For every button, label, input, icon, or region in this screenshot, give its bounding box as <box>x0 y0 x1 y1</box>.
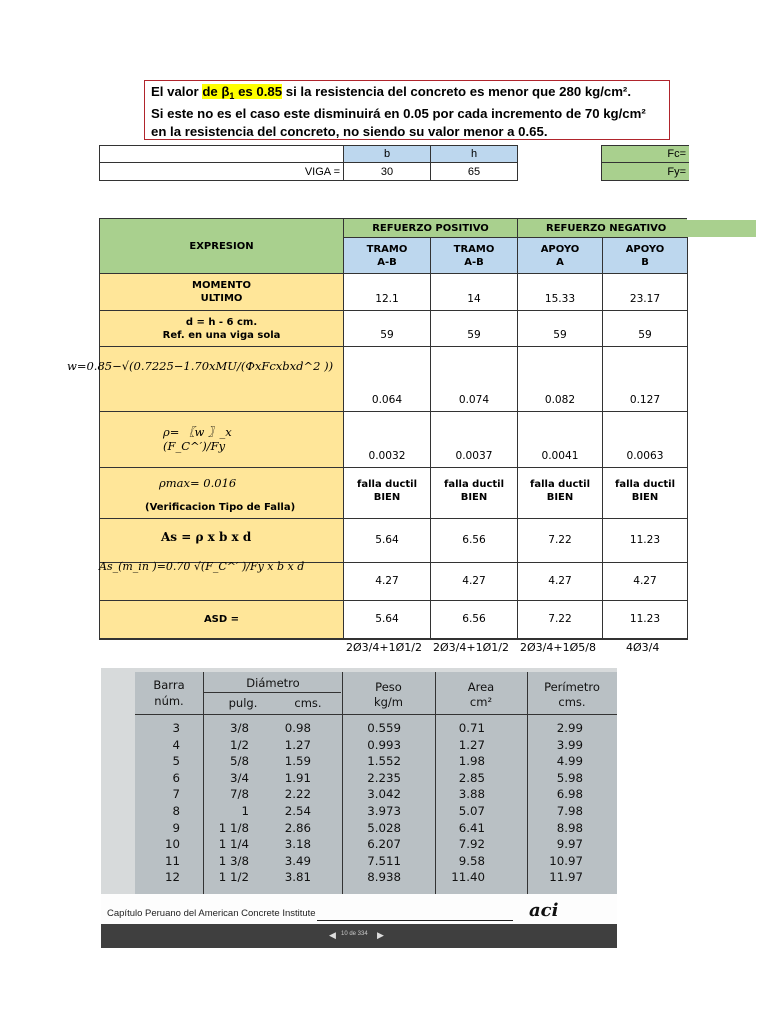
formula-w: w=0.85−√(0.7225−1.70xMU/(ФxFcxbxd^2 )) <box>67 359 334 373</box>
col-header-apoyo-a[interactable]: APOYO A <box>517 237 603 274</box>
rebar-area-0: 0.71 <box>458 721 485 735</box>
viga-label[interactable]: VIGA = <box>99 162 344 181</box>
rebar-perim-8: 10.97 <box>549 853 583 868</box>
cell-momento-2[interactable]: 14 <box>430 273 518 311</box>
cell-as-3[interactable]: 7.22 <box>517 518 603 563</box>
rebar-perim-6: 8.98 <box>556 820 583 835</box>
col-header-tramo-ab-2[interactable]: TRAMO A-B <box>430 237 518 274</box>
header-area: Area <box>467 680 495 694</box>
fc-label[interactable]: Fc= <box>601 145 689 163</box>
rebar-properties-scan <box>101 668 617 948</box>
rebar-cm-7: 3.18 <box>284 837 311 852</box>
rebar-pulg-4: 7/8 <box>230 787 249 802</box>
rebar-area-6: 6.41 <box>458 820 485 835</box>
cell-momento-4[interactable]: 23.17 <box>602 273 688 311</box>
negative-header-overflow <box>687 220 756 237</box>
aci-caption: Capítulo Peruano del American Concrete Institute <box>107 908 316 919</box>
rebar-area-9: 11.40 <box>451 870 485 885</box>
rebar-peso-1: 0.993 <box>367 737 401 752</box>
cell-w-3[interactable]: 0.082 <box>517 346 603 412</box>
rebar-peso-2: 1.552 <box>367 754 401 769</box>
rebar-pulg-6: 1 1/8 <box>218 820 249 835</box>
row-label-momento[interactable]: MOMENTO ULTIMO <box>99 273 344 311</box>
cell-rho-3[interactable]: 0.0041 <box>517 411 603 468</box>
cell-as-1[interactable]: 5.64 <box>343 518 431 563</box>
cell-asmin-2[interactable]: 4.27 <box>430 562 518 601</box>
header-cms-perimetro: cms. <box>558 695 586 709</box>
rebar-perim-9: 11.97 <box>549 870 583 885</box>
note-line-2: Si este no es el caso este disminuirá en 0.05 por cada incremento de 70 kg/cm² <box>151 106 646 121</box>
rebar-peso-6: 5.028 <box>367 820 401 835</box>
rebar-cm-6: 2.86 <box>284 820 311 835</box>
header-cm2: cm² <box>469 695 493 709</box>
header-barra: Barra <box>153 678 185 692</box>
rebar-num-9: 12 <box>164 870 180 885</box>
row-label-d[interactable]: d = h - 6 cm. Ref. en una viga sola <box>99 310 344 347</box>
cell-momento-3[interactable]: 15.33 <box>517 273 603 311</box>
cell-falla-4[interactable]: falla ductil BIEN <box>602 467 688 519</box>
rebar-cm-8: 3.49 <box>284 853 311 868</box>
rebar-cm-4: 2.22 <box>284 787 311 802</box>
formula-rho: ρ= 〖w 〗_x (F_C^′)/Fy <box>163 425 232 453</box>
rebar-area-5: 5.07 <box>458 804 485 818</box>
rebar-cm-1: 1.27 <box>284 737 311 752</box>
rebar-area-7: 7.92 <box>458 837 485 852</box>
cell-w-4[interactable]: 0.127 <box>602 346 688 412</box>
rebar-cm-3: 1.91 <box>284 770 311 785</box>
page-indicator: 10 de 334 <box>341 931 368 937</box>
scan-footer <box>101 894 617 948</box>
rebar-num-7: 10 <box>164 837 180 852</box>
rebar-peso-4: 3.042 <box>367 787 401 802</box>
rebar-area-3: 2.85 <box>458 770 485 785</box>
rebar-perim-0: 2.99 <box>556 721 583 735</box>
cell-rho-4[interactable]: 0.0063 <box>602 411 688 468</box>
viga-b-value[interactable]: 30 <box>343 162 431 181</box>
viga-empty-cell[interactable] <box>99 145 344 163</box>
rebar-num-5: 8 <box>172 804 180 818</box>
rebar-area-2: 1.98 <box>458 754 485 769</box>
rebar-table <box>135 672 617 894</box>
rebar-pulg-0: 3/8 <box>230 721 249 735</box>
viewer-navbar <box>101 924 617 948</box>
rebar-num-1: 4 <box>172 737 180 752</box>
beta-note-box <box>144 80 670 140</box>
cell-falla-3[interactable]: falla ductil BIEN <box>517 467 603 519</box>
header-cms: cms. <box>294 696 322 710</box>
rebar-pulg-8: 1 3/8 <box>218 853 249 868</box>
group-positive-header[interactable]: REFUERZO POSITIVO <box>343 218 518 238</box>
rebar-pulg-3: 3/4 <box>230 770 249 785</box>
formula-rhomax: ρmax= 0.016 <box>159 476 237 490</box>
expresion-header[interactable]: EXPRESION <box>99 218 344 274</box>
header-diametro: Diámetro <box>246 676 300 690</box>
bar-selection-2[interactable]: 2Ø3/4+1Ø1/2 <box>433 641 509 654</box>
viga-header-h[interactable]: h <box>430 145 518 163</box>
cell-asd-4[interactable]: 11.23 <box>602 600 688 640</box>
header-pulg: pulg. <box>228 696 258 710</box>
header-peso: Peso <box>375 680 402 694</box>
header-kgm: kg/m <box>373 695 404 709</box>
cell-asd-1[interactable]: 5.64 <box>343 600 431 640</box>
rebar-area-1: 1.27 <box>458 737 485 752</box>
cell-asd-3[interactable]: 7.22 <box>517 600 603 640</box>
next-page-icon[interactable]: ▶ <box>377 930 384 940</box>
rebar-num-0: 3 <box>172 721 180 735</box>
rebar-perim-5: 7.98 <box>556 804 583 818</box>
note-line-3: en la resistencia del concreto, no siendo su valor menor a 0.65. <box>151 124 548 139</box>
bar-selection-4[interactable]: 4Ø3/4 <box>626 641 660 654</box>
rebar-peso-5: 3.973 <box>367 804 401 818</box>
rebar-perim-7: 9.97 <box>556 837 583 852</box>
cell-falla-2[interactable]: falla ductil BIEN <box>430 467 518 519</box>
rebar-cm-5: 2.54 <box>284 804 311 818</box>
bar-selection-3[interactable]: 2Ø3/4+1Ø5/8 <box>520 641 596 654</box>
cell-d-4[interactable]: 59 <box>602 310 688 347</box>
note-line-1: El valor de $\beta_1$ es 0.85 si la resistencia del concreto es menor que 280 kg/cm². <box>151 84 631 101</box>
rebar-pulg-1: 1/2 <box>230 737 249 752</box>
cell-d-3[interactable]: 59 <box>517 310 603 347</box>
rebar-cm-2: 1.59 <box>284 754 311 769</box>
header-num: núm. <box>154 694 184 708</box>
cell-momento-1[interactable]: 12.1 <box>343 273 431 311</box>
rebar-num-6: 9 <box>172 820 180 835</box>
rebar-cm-9: 3.81 <box>284 870 311 885</box>
viga-header-b[interactable]: b <box>343 145 431 163</box>
cell-d-1[interactable]: 59 <box>343 310 431 347</box>
rhomax-note: (Verificacion Tipo de Falla) <box>145 502 296 513</box>
rebar-peso-8: 7.511 <box>367 853 401 868</box>
highlight-beta: de $\beta_1$ es 0.85 <box>202 84 283 101</box>
viga-h-value[interactable]: 65 <box>430 162 518 181</box>
rebar-num-4: 7 <box>172 787 180 802</box>
rebar-peso-9: 8.938 <box>367 870 401 885</box>
rebar-num-3: 6 <box>172 770 180 785</box>
rebar-perim-3: 5.98 <box>556 770 583 785</box>
rebar-peso-3: 2.235 <box>367 770 401 785</box>
prev-page-icon[interactable]: ◀ <box>329 930 336 940</box>
fy-label[interactable]: Fy= <box>601 162 689 181</box>
rebar-perim-4: 6.98 <box>556 787 583 802</box>
col-header-tramo-ab-1[interactable]: TRAMO A-B <box>343 237 431 274</box>
rebar-pulg-2: 5/8 <box>230 754 249 769</box>
rebar-num-2: 5 <box>172 754 180 769</box>
group-negative-header[interactable]: REFUERZO NEGATIVO <box>517 218 687 238</box>
cell-rho-1[interactable]: 0.0032 <box>343 411 431 468</box>
formula-as: As = ρ x b x d <box>161 530 252 544</box>
rebar-peso-7: 6.207 <box>367 837 401 852</box>
rebar-pulg-7: 1 1/4 <box>218 837 249 852</box>
cell-w-1[interactable]: 0.064 <box>343 346 431 412</box>
cell-d-2[interactable]: 59 <box>430 310 518 347</box>
row-label-asd[interactable]: ASD = <box>99 600 344 640</box>
formula-asmin: As_(m_in )=0.70 √(F_C^′ )/Fy x b x d <box>99 560 305 573</box>
rebar-pulg-5: 1 <box>241 804 249 818</box>
cell-asmin-4[interactable]: 4.27 <box>602 562 688 601</box>
cell-falla-1[interactable]: falla ductil BIEN <box>343 467 431 519</box>
rebar-num-8: 11 <box>164 853 180 868</box>
rebar-perim-2: 4.99 <box>556 754 583 769</box>
cell-asmin-3[interactable]: 4.27 <box>517 562 603 601</box>
rebar-cm-0: 0.98 <box>284 721 311 735</box>
cell-asmin-1[interactable]: 4.27 <box>343 562 431 601</box>
cell-rho-2[interactable]: 0.0037 <box>430 411 518 468</box>
col-header-apoyo-b[interactable]: APOYO B <box>602 237 688 274</box>
bar-selection-1[interactable]: 2Ø3/4+1Ø1/2 <box>346 641 422 654</box>
aci-logo: aci <box>529 900 559 921</box>
header-perimetro: Perímetro <box>544 680 600 694</box>
cell-as-4[interactable]: 11.23 <box>602 518 688 563</box>
rebar-peso-0: 0.559 <box>367 721 401 735</box>
row-label-w[interactable] <box>99 346 344 412</box>
cell-w-2[interactable]: 0.074 <box>430 346 518 412</box>
rebar-area-8: 9.58 <box>458 853 485 868</box>
rebar-area-4: 3.88 <box>458 787 485 802</box>
cell-asd-2[interactable]: 6.56 <box>430 600 518 640</box>
cell-as-2[interactable]: 6.56 <box>430 518 518 563</box>
rebar-perim-1: 3.99 <box>556 737 583 752</box>
rebar-pulg-9: 1 1/2 <box>218 870 249 885</box>
